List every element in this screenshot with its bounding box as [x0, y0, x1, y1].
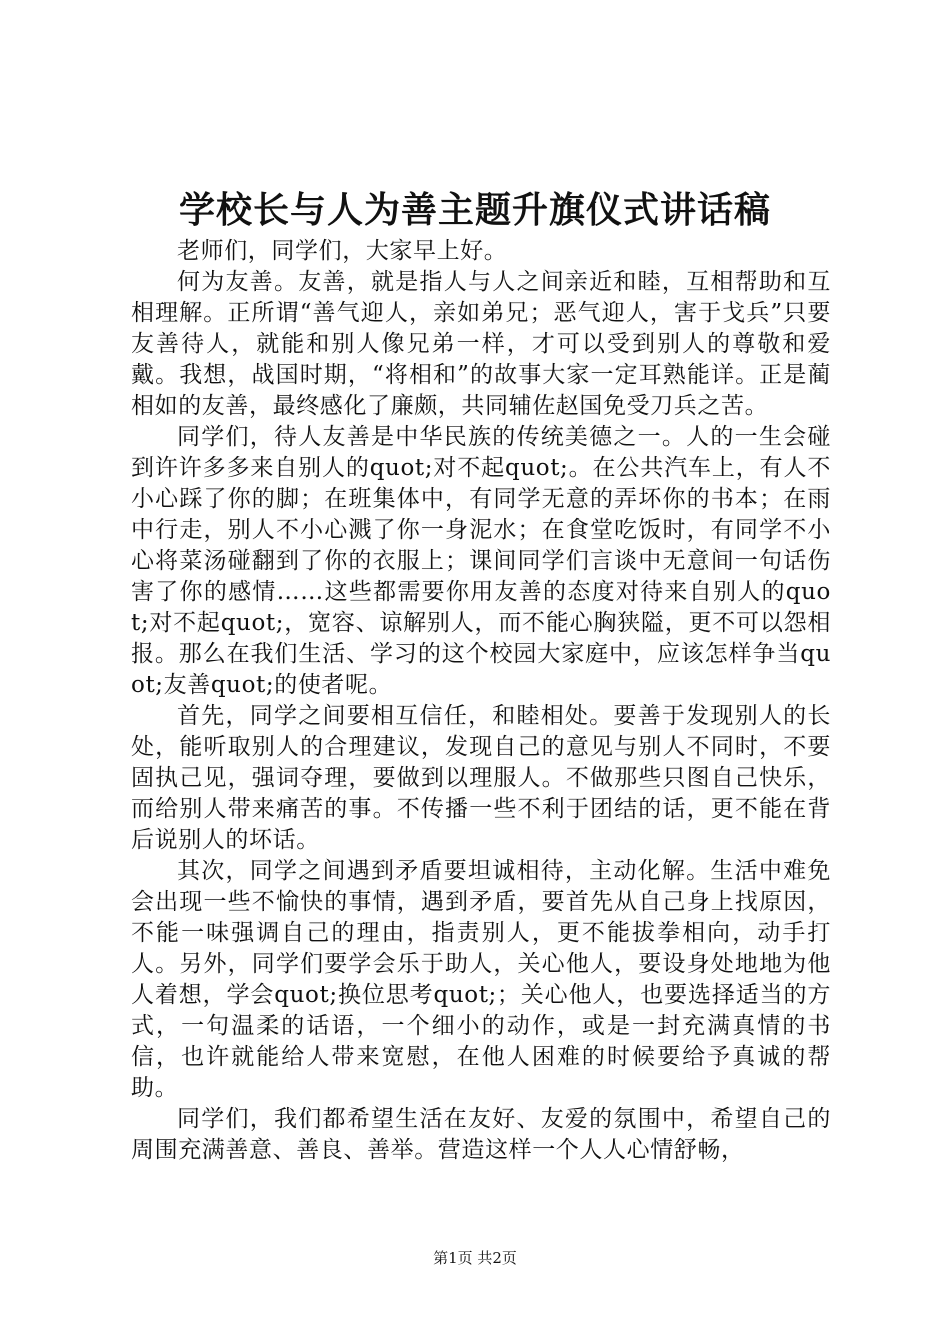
- greeting-paragraph: 老师们，同学们，大家早上好。: [177, 238, 508, 264]
- body-paragraph: 首先，同学之间要相互信任，和睦相处。要善于发现别人的长处，能听取别人的合理建议，发现自己的意见与别人不同时，不要固执己见，强词夺理，要做到以理服人。不做那些只图自己快乐，而给别人带来痛苦的事。不传播一些不利于团结的话，更不能在背后说别人的坏话。: [131, 703, 831, 853]
- page-number-footer: 第1页 共2页: [433, 1249, 517, 1267]
- body-paragraph: 同学们，我们都希望生活在友好、友爱的氛围中，希望自己的周围充满善意、善良、善举。营造这样一个人人心情舒畅，: [131, 1106, 831, 1163]
- body-paragraph: 何为友善。友善，就是指人与人之间亲近和睦，互相帮助和互相理解。正所谓“善气迎人，亲如弟兄；恶气迎人，害于戈兵”只要友善待人，就能和别人像兄弟一样，才可以受到别人的尊敬和爱戴。我想，战国时期，“将相和”的故事大家一定耳熟能详。正是蔺相如的友善，最终感化了廉颇，共同辅佐赵国免受刀兵之苦。: [131, 269, 831, 419]
- document-title: 学校长与人为善主题升旗仪式讲话稿: [178, 189, 771, 231]
- body-paragraph: 其次，同学之间遇到矛盾要坦诚相待，主动化解。生活中难免会出现一些不愉快的事情，遇到矛盾，要首先从自己身上找原因，不能一味强调自己的理由，指责别人，更不能拔拳相向，动手打人。另外，同学们要学会乐于助人，关心他人，要设身处地地为他人着想，学会quot;换位思考quot;；关心他人，也要选择适当的方式，一句温柔的话语，一个细小的动作，或是一封充满真情的书信，也许就能给人带来宽慰，在他人困难的时候要给予真诚的帮助。: [131, 858, 831, 1101]
- document-body: [131, 236, 831, 1166]
- body-paragraph: 同学们，待人友善是中华民族的传统美德之一。人的一生会碰到许许多多来自别人的quot;对不起quot;。在公共汽车上，有人不小心踩了你的脚；在班集体中，有同学无意的弄坏你的书本；在雨中行走，别人不小心溅了你一身泥水；在食堂吃饭时，有同学不小心将菜汤碰翻到了你的衣服上；课间同学们言谈中无意间一句话伤害了你的感情……这些都需要你用友善的态度对待来自别人的quot;对不起quot;，宽容、谅解别人，而不能心胸狭隘，更不可以怨相报。那么在我们生活、学习的这个校园大家庭中，应该怎样争当quot;友善quot;的使者呢。: [131, 424, 831, 698]
